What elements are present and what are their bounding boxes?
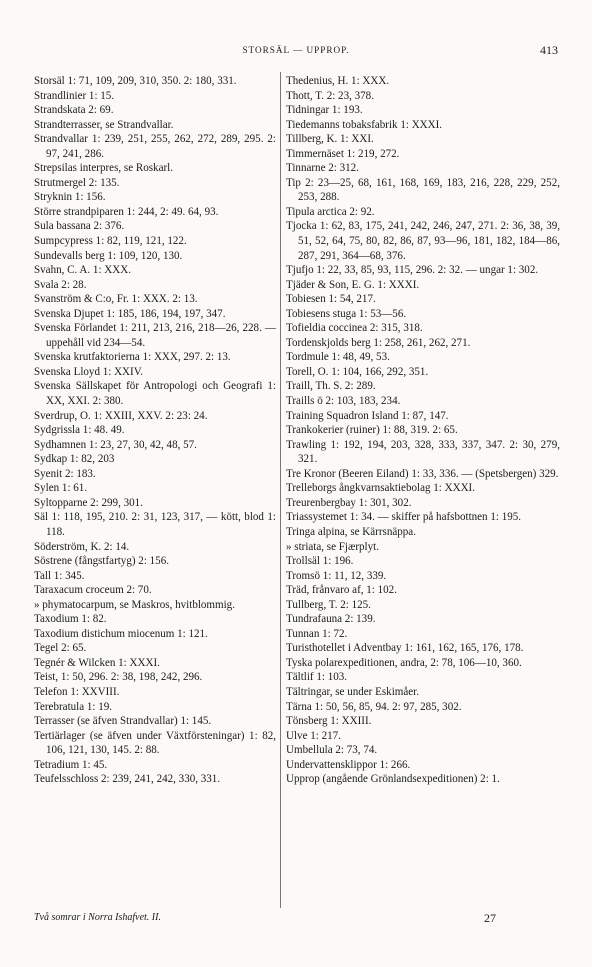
index-entry: Tobiesen 1: 54, 217. xyxy=(286,293,376,306)
index-entry: Svala 2: 28. xyxy=(34,278,87,291)
index-entry: Sydkap 1: 82, 203 xyxy=(34,453,115,466)
index-entry: Training Squadron Island 1: 87, 147. xyxy=(286,409,449,422)
index-entry: » striata, se Fjærplyt. xyxy=(286,540,379,553)
index-entry: Tordmule 1: 48, 49, 53. xyxy=(286,351,390,364)
index-entry: Taxodium distichum miocenum 1: 121. xyxy=(34,627,208,640)
index-entry: Tegel 2: 65. xyxy=(34,642,87,655)
index-entry: Tobiesens stuga 1: 53—56. xyxy=(286,307,407,320)
index-entry: Strutmergel 2: 135. xyxy=(34,176,120,189)
running-title: STORSÄL — UPPROP. xyxy=(242,45,350,55)
index-entry: Svenska Djupet 1: 185, 186, 194, 197, 347. xyxy=(34,307,226,320)
index-entry: Triassystemet 1: 34. — skiffer på hafsbottnen 1: 195. xyxy=(286,511,522,524)
index-entry: Undervattensklippor 1: 266. xyxy=(286,758,411,771)
index-entry: Timmernäset 1: 219, 272. xyxy=(286,147,400,160)
index-entry: Traills ö 2: 103, 183, 234. xyxy=(286,395,401,408)
index-entry: Tofieldia coccinea 2: 315, 318. xyxy=(286,322,423,335)
index-entry: Tjocka 1: 62, 83, 175, 241, 242, 246, 247, 271. 2: 36, 38, 39, 51, 52, 64, 75, 80, 82, 86, 87, 93—96, 181, 182, 184—86, 287, 291, 364—68, 376. xyxy=(286,220,560,262)
index-entry: Umbellula 2: 73, 74. xyxy=(286,744,378,757)
index-entry: Terebratula 1: 19. xyxy=(34,700,113,713)
index-entry: Syltopparne 2: 299, 301. xyxy=(34,496,143,509)
index-entry: Tall 1: 345. xyxy=(34,569,85,582)
index-entry: Svenska krutfaktorierna 1: XXX, 297. 2: 13. xyxy=(34,351,231,364)
index-entry: Sylen 1: 61. xyxy=(34,482,88,495)
index-entry: Tjufjo 1: 22, 33, 85, 93, 115, 296. 2: 32. — ungar 1: 302. xyxy=(286,264,539,277)
index-entry: Tre Kronor (Beeren Eiland) 1: 33, 336. — (Spetsbergen) 329. xyxy=(286,467,559,480)
index-entry: Tillberg, K. 1: XXI. xyxy=(286,133,374,146)
book-title-footer: Två somrar i Norra Ishafvet. II. xyxy=(34,912,161,923)
index-entry: Telefon 1: XXVIII. xyxy=(34,685,120,698)
index-entry: Svenska Sällskapet för Antropologi och Geografi 1: XX, XXI. 2: 380. xyxy=(34,380,276,408)
index-entry: Svenska Lloyd 1: XXIV. xyxy=(34,365,144,378)
index-entry: » phymatocarpum, se Maskros, hvitblommig. xyxy=(34,598,235,611)
column-divider xyxy=(280,72,281,908)
index-entry: Tärna 1: 50, 56, 85, 94. 2: 97, 285, 302. xyxy=(286,700,462,713)
index-entry: Turisthotellet i Adventbay 1: 161, 162, 165, 176, 178. xyxy=(286,642,524,655)
index-entry: Strandskata 2: 69. xyxy=(34,104,114,117)
index-entry: Tidningar 1: 193. xyxy=(286,104,363,117)
index-entry: Strepsilas interpres, se Roskarl. xyxy=(34,162,173,175)
index-entry: Strandterrasser, se Strandvallar. xyxy=(34,118,174,131)
index-entry: Svahn, C. A. 1: XXX. xyxy=(34,264,131,277)
index-entry: Tönsberg 1: XXIII. xyxy=(286,715,372,728)
index-entry: Tiedemanns tobaksfabrik 1: XXXI. xyxy=(286,118,443,131)
index-entry: Tundrafauna 2: 139. xyxy=(286,613,376,626)
index-column-left xyxy=(34,74,276,787)
index-entry: Sydhamnen 1: 23, 27, 30, 42, 48, 57. xyxy=(34,438,197,451)
index-entry: Sundevalls berg 1: 109, 120, 130. xyxy=(34,249,183,262)
signature-mark: 27 xyxy=(484,911,496,925)
index-entry: Trawling 1: 192, 194, 203, 328, 333, 337, 347. 2: 30, 279, 321. xyxy=(286,438,560,466)
index-entry: Treurenbergbay 1: 301, 302. xyxy=(286,496,412,509)
index-entry: Upprop (angående Grönlandsexpeditionen) 2: 1. xyxy=(286,773,500,786)
index-entry: Taraxacum croceum 2: 70. xyxy=(34,584,152,597)
page-footer xyxy=(34,912,558,928)
index-entry: Tertiärlager (se äfven under Växtförsteningar) 1: 82, 106, 121, 130, 145. 2: 88. xyxy=(34,729,276,757)
index-entry: Thott, T. 2: 23, 378. xyxy=(286,89,374,102)
index-entry: Storsäl 1: 71, 109, 209, 310, 350. 2: 180, 331. xyxy=(34,75,237,87)
index-entry: Sverdrup, O. 1: XXIII, XXV. 2: 23: 24. xyxy=(34,409,208,422)
index-entry: Trelleborgs ångkvarnsaktiebolag 1: XXXI. xyxy=(286,482,475,495)
index-entry: Ulve 1: 217. xyxy=(286,729,341,742)
index-entry: Teufelsschloss 2: 239, 241, 242, 330, 331. xyxy=(34,773,221,786)
index-entry: Tringa alpina, se Kärrsnäppa. xyxy=(286,525,416,538)
index-entry: Sydgrissla 1: 48. 49. xyxy=(34,424,125,437)
page-number: 413 xyxy=(540,43,558,57)
index-entry: Tältringar, se under Eskimåer. xyxy=(286,685,419,698)
index-entry: Svenska Förlandet 1: 211, 213, 216, 218—26, 228. — uppehåll vid 234—54. xyxy=(34,322,276,349)
index-entry: Torell, O. 1: 104, 166, 292, 351. xyxy=(286,365,429,378)
index-entry: Strandvallar 1: 239, 251, 255, 262, 272, 289, 295. 2: 97, 241, 286. xyxy=(34,133,276,160)
index-entry: Söderström, K. 2: 14. xyxy=(34,540,130,553)
index-entry: Söstrene (fångstfartyg) 2: 156. xyxy=(34,555,169,568)
index-column-right xyxy=(286,74,560,787)
index-entry: Tetradium 1: 45. xyxy=(34,758,108,771)
index-entry: Trollsäl 1: 196. xyxy=(286,555,354,568)
index-entry: Tullberg, T. 2: 125. xyxy=(286,598,371,611)
index-entry: Syenit 2: 183. xyxy=(34,467,96,480)
index-entry: Svanström & C:o, Fr. 1: XXX. 2: 13. xyxy=(34,293,198,306)
index-entry: Tipula arctica 2: 92. xyxy=(286,205,375,218)
index-entry: Större strandpiparen 1: 244, 2: 49. 64, 93. xyxy=(34,205,219,218)
index-entry: Tromsö 1: 11, 12, 339. xyxy=(286,569,387,582)
index-entry: Tegnér & Wilcken 1: XXXI. xyxy=(34,656,160,669)
index-entry: Teist, 1: 50, 296. 2: 38, 198, 242, 296. xyxy=(34,671,203,684)
index-entry: Träd, frånvaro af, 1: 102. xyxy=(286,584,397,597)
index-entry: Stryknin 1: 156. xyxy=(34,191,106,204)
page-header xyxy=(34,42,558,58)
index-entry: Taxodium 1: 82. xyxy=(34,613,107,626)
index-entry: Säl 1: 118, 195, 210. 2: 31, 123, 317, — kött, blod 1: 118. xyxy=(34,511,276,538)
index-entry: Tunnan 1: 72. xyxy=(286,627,348,640)
index-entry: Thedenius, H. 1: XXX. xyxy=(286,75,390,87)
index-entry: Sula bassana 2: 376. xyxy=(34,220,125,233)
index-entry: Tältlif 1: 103. xyxy=(286,671,348,684)
index-entry: Trankokerier (ruiner) 1: 88, 319. 2: 65. xyxy=(286,424,458,437)
index-entry: Tyska polarexpeditionen, andra, 2: 78, 106—10, 360. xyxy=(286,656,522,669)
index-entry: Tordenskjolds berg 1: 258, 261, 262, 271. xyxy=(286,336,471,349)
index-entry: Sumpcypress 1: 82, 119, 121, 122. xyxy=(34,235,187,248)
index-entry: Tip 2: 23—25, 68, 161, 168, 169, 183, 216, 228, 229, 252, 253, 288. xyxy=(286,176,560,204)
index-entry: Traill, Th. S. 2: 289. xyxy=(286,380,376,393)
index-entry: Tjäder & Son, E. G. 1: XXXI. xyxy=(286,278,420,291)
index-entry: Terrasser (se äfven Strandvallar) 1: 145. xyxy=(34,715,212,728)
index-entry: Tinnarne 2: 312. xyxy=(286,162,359,175)
index-entry: Strandlinier 1: 15. xyxy=(34,89,115,102)
